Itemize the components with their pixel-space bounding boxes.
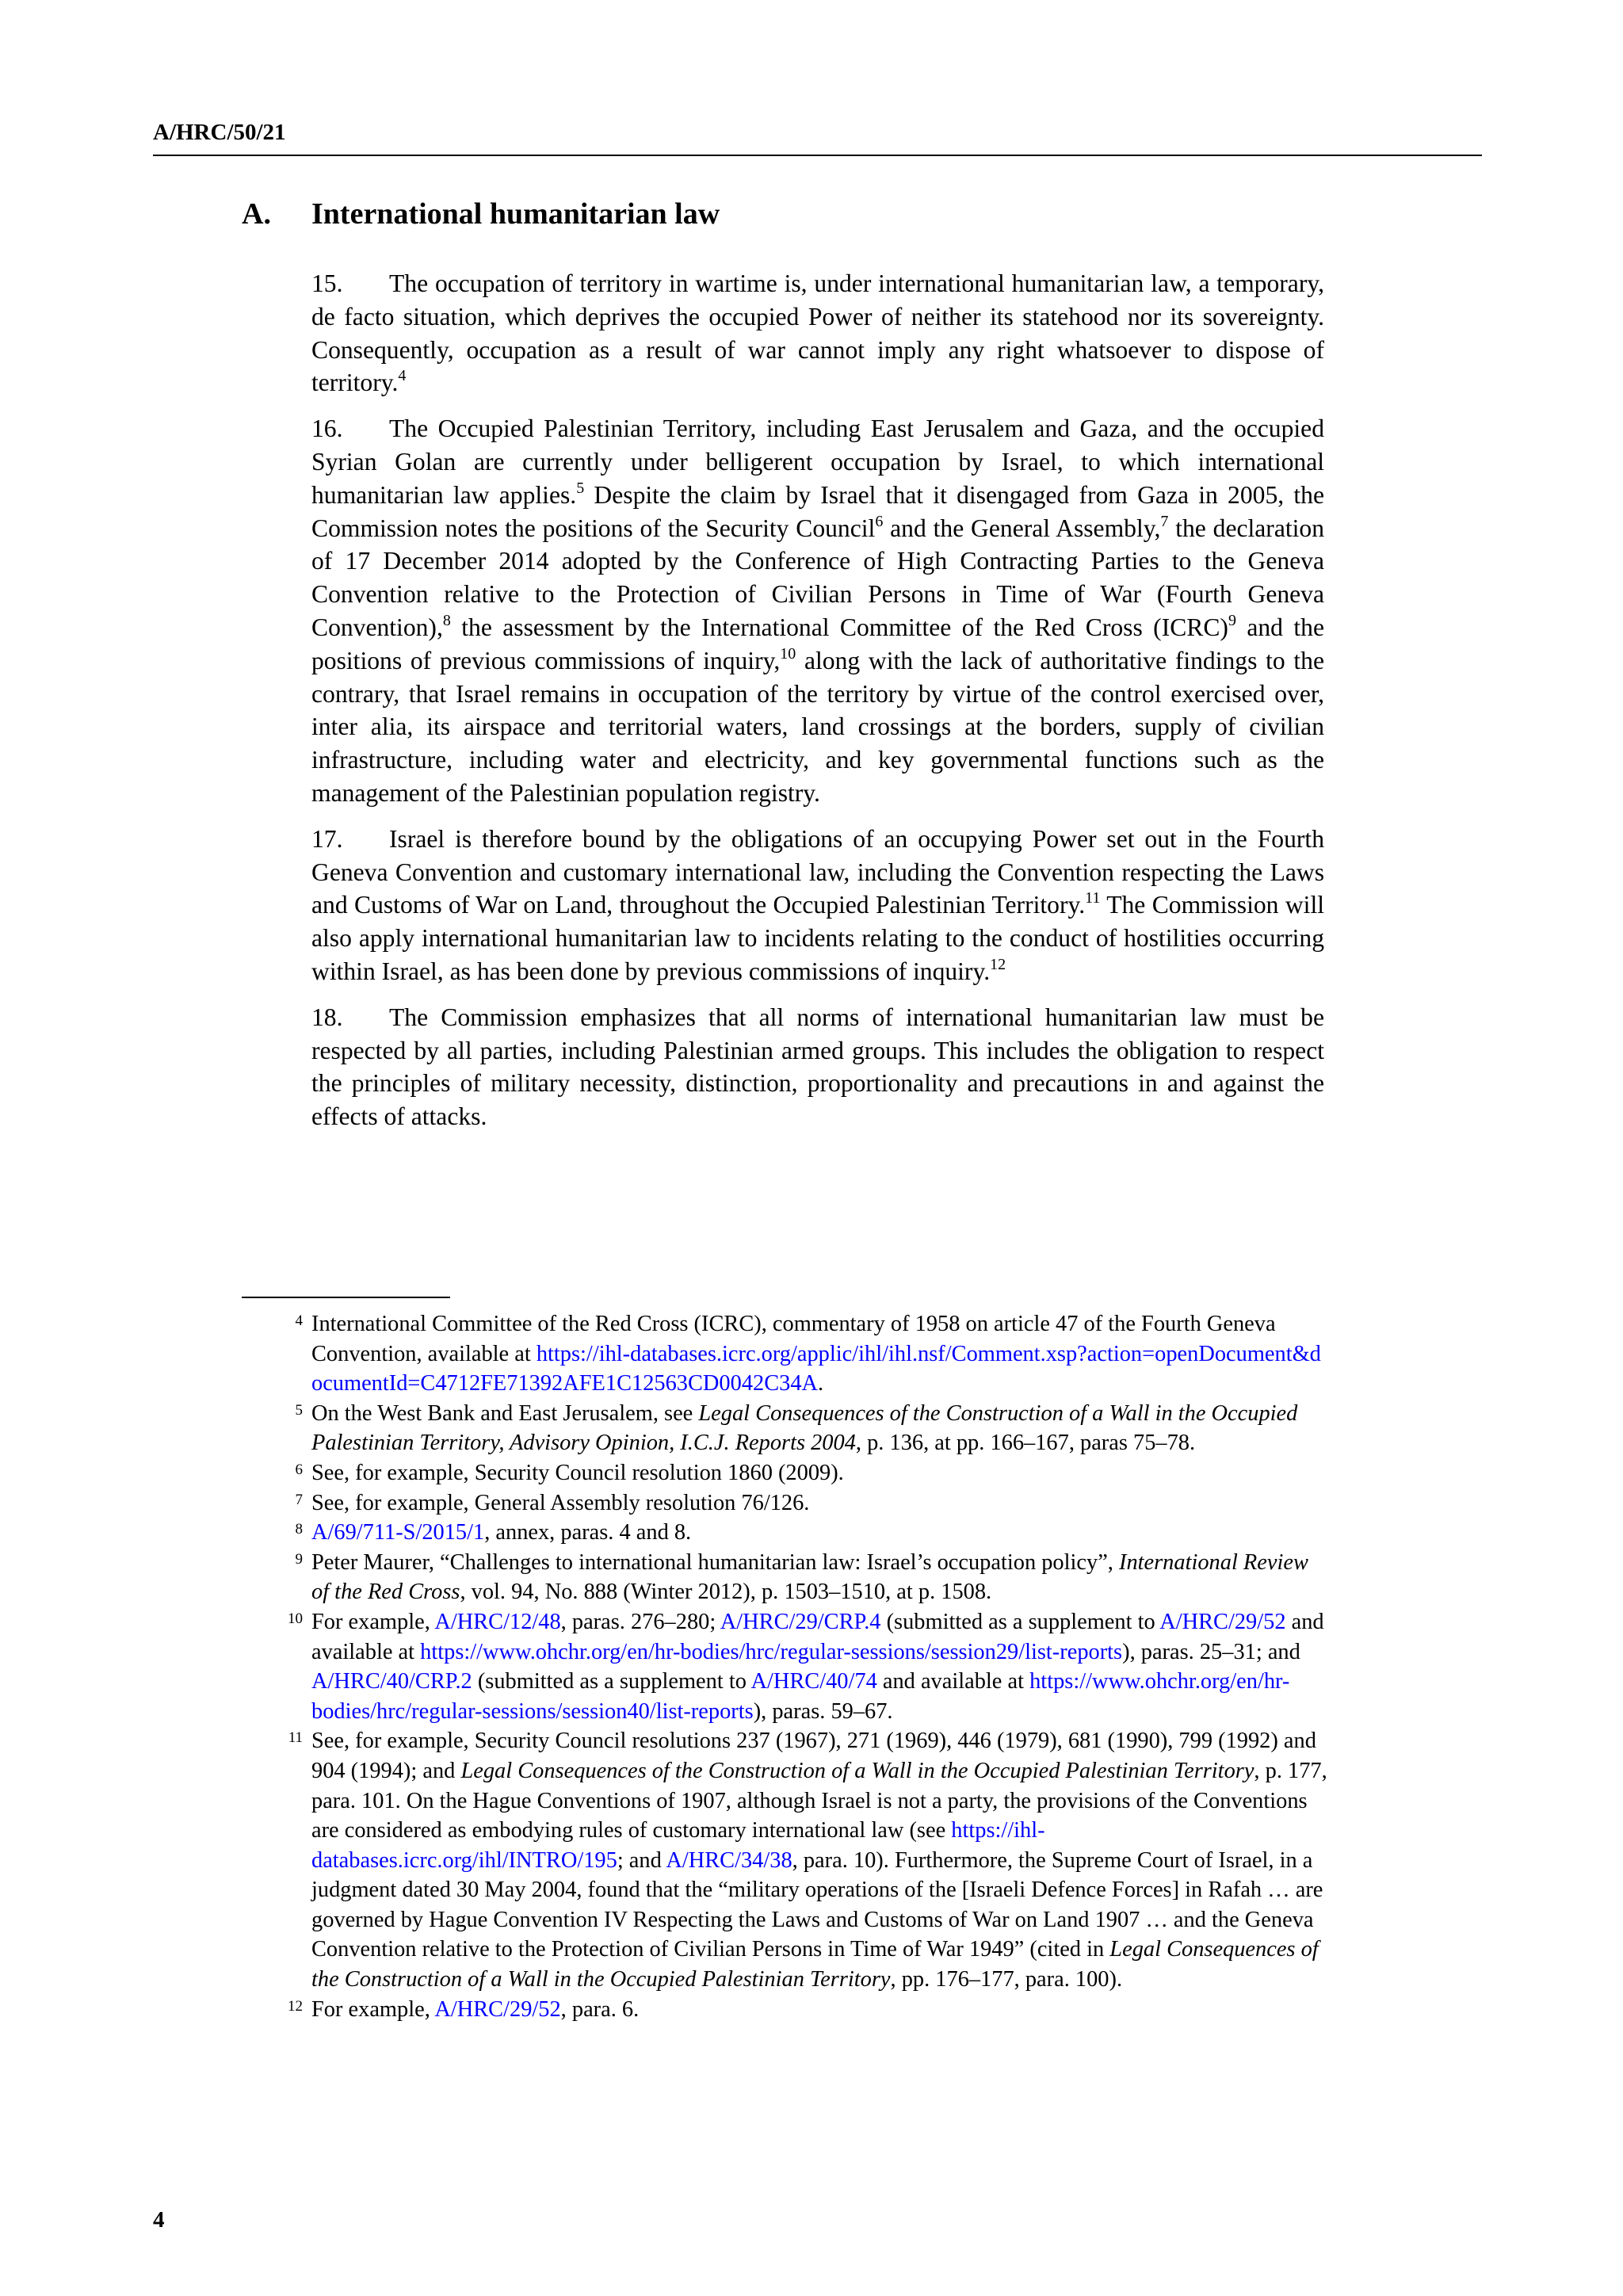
paragraph-text: The Commission emphasizes that all norms of international humanitarian law must be respected by all parties, including Palestinian armed groups. This includes the obligation to respect the principles of military necessity, distinction, proportionality and precautions in and against the effects of attacks.	[311, 1003, 1324, 1131]
footnote-text: , vol. 94, No. 888 (Winter 2012), p. 1503–1510, at p. 1508.	[460, 1580, 992, 1605]
paragraph-16	[311, 412, 1324, 810]
paragraph-number: 17.	[311, 824, 343, 853]
footnote-citation: Legal Consequences of the Construction of a Wall in the Occupied Palestinian Territory	[311, 1937, 1319, 1992]
footnote-text: See, for example, Security Council resolution 1860 (2009).	[311, 1460, 844, 1485]
footnote-ref[interactable]: 6	[875, 512, 884, 530]
footnote-link[interactable]: A/HRC/29/52	[434, 1996, 561, 2022]
footnote-11	[284, 1726, 1330, 1994]
footnote-10	[284, 1607, 1330, 1726]
footnote-text: Peter Maurer, “Challenges to international humanitarian law: Israel’s occupation policy”,	[311, 1549, 1119, 1575]
footnote-citation: Legal Consequences of the Construction of a Wall in the Occupied Palestinian Territory	[460, 1758, 1254, 1783]
section-title: International humanitarian law	[311, 197, 720, 231]
footnote-text: , p. 177, para. 101. On the Hague Conventions of 1907, although Israel is not a party, the provisions of the Conventions are considered as embodying rules of customary international law (see	[311, 1758, 1327, 1843]
footnote-divider	[242, 1297, 450, 1298]
footnote-6	[284, 1458, 1330, 1488]
footnote-citation: Legal Consequences of the Construction of a Wall in the Occupied Palestinian Territory, Advisory Opinion, I.C.J. Reports 2004	[311, 1400, 1298, 1456]
footnote-number: 6	[295, 1461, 303, 1478]
footnote-9	[284, 1548, 1330, 1607]
section-letter: A.	[242, 197, 271, 231]
document-symbol: A/HRC/50/21	[153, 120, 286, 145]
footnote-number: 4	[295, 1312, 303, 1329]
paragraph-15	[311, 267, 1324, 399]
footnote-ref[interactable]: 12	[990, 955, 1006, 973]
footnote-link[interactable]: A/HRC/40/74	[750, 1669, 877, 1694]
footnote-text: ), paras. 59–67.	[753, 1698, 893, 1724]
footnote-link[interactable]: A/HRC/40/CRP.2	[311, 1669, 472, 1694]
footnote-text: , para. 10). Furthermore, the Supreme Court of Israel, in a judgment dated 30 May 2004, found that the “military operations of the [Israeli Defence Forces] in Rafah … are governed by Hague Convention IV Respecting the Laws and Customs of War on Land 1907 … and the Geneva Convention relative to the Protection of Civilian Persons in Time of War 1949” (cited in	[311, 1847, 1323, 1962]
paragraph-text: The Commission will also apply international humanitarian law to incidents relating to the conduct of hostilities occurring within Israel, as has been done by previous commissions of inquiry.	[311, 891, 1325, 985]
footnote-link[interactable]: https://ihl-databases.icrc.org/applic/ihl/ihl.nsf/Comment.xsp?action=openDocument&documentId=C4712FE71392AFE1C12563CD0042C34A	[311, 1341, 1321, 1396]
footnote-citation: International Review of the Red Cross	[311, 1549, 1308, 1605]
footnote-number: 8	[295, 1521, 303, 1538]
footnote-12	[284, 1995, 1330, 2025]
footnote-link[interactable]: A/HRC/34/38	[666, 1847, 792, 1873]
section-heading	[242, 197, 720, 231]
footnote-text: On the West Bank and East Jerusalem, see	[311, 1400, 699, 1426]
paragraph-text: the assessment by the International Committee of the Red Cross (ICRC)	[450, 613, 1228, 641]
body-text	[311, 267, 1324, 1146]
footnote-ref[interactable]: 10	[780, 644, 796, 663]
paragraph-number: 18.	[311, 1003, 343, 1031]
footnote-5	[284, 1399, 1330, 1458]
footnote-link[interactable]: https://www.ohchr.org/en/hr-bodies/hrc/regular-sessions/session40/list-reports	[311, 1669, 1290, 1724]
footnote-text: International Committee of the Red Cross (ICRC), commentary of 1958 on article 47 of the Fourth Geneva Convention, available at	[311, 1312, 1276, 1366]
footnote-text: , pp. 176–177, para. 100).	[890, 1967, 1123, 1992]
footnote-number: 9	[295, 1550, 303, 1568]
paragraph-text: along with the lack of authoritative findings to the contrary, that Israel remains in occupation of the territory by virtue of the control exercised over, inter alia, its airspace and territorial waters, land crossings at the borders, supply of civilian infrastructure, including water and electricity, and key governmental functions such as the management of the Palestinian population registry.	[311, 646, 1324, 807]
footnote-text: , p. 136, at pp. 166–167, paras 75–78.	[855, 1431, 1196, 1456]
header-divider	[153, 155, 1482, 156]
footnote-ref[interactable]: 11	[1085, 889, 1101, 907]
footnote-link[interactable]: https://www.ohchr.org/en/hr-bodies/hrc/regular-sessions/session29/list-reports	[420, 1639, 1123, 1664]
footnote-ref[interactable]: 9	[1228, 611, 1236, 629]
footnote-link[interactable]: A/69/711-S/2015/1	[311, 1520, 485, 1545]
footnote-ref[interactable]: 8	[442, 611, 451, 629]
paragraph-number: 16.	[311, 415, 343, 443]
footnote-text: ), paras. 25–31; and	[1122, 1639, 1300, 1664]
paragraph-number: 15.	[311, 269, 343, 297]
footnote-text: See, for example, Security Council resolutions 237 (1967), 271 (1969), 446 (1979), 681 (1990), 799 (1992) and 904 (1994); and	[311, 1729, 1316, 1783]
footnote-text: ; and	[617, 1847, 666, 1873]
footnote-number: 7	[295, 1491, 303, 1508]
footnote-number: 11	[288, 1729, 303, 1747]
footnote-text: See, for example, General Assembly resolution 76/126.	[311, 1490, 810, 1515]
paragraph-text: Israel is therefore bound by the obligations of an occupying Power set out in the Fourth Geneva Convention and customary international law, including the Convention respecting the Laws and Customs of War on Land, throughout the Occupied Palestinian Territory.	[311, 824, 1324, 919]
paragraph-17	[311, 823, 1324, 988]
footnote-7	[284, 1488, 1330, 1519]
paragraph-18	[311, 1001, 1324, 1133]
footnote-number: 5	[295, 1401, 303, 1419]
paragraph-text: The occupation of territory in wartime is, under international humanitarian law, a temporary, de facto situation, which deprives the occupied Power of neither its statehood nor its sovereignty. Consequently, occupation as a result of war cannot imply any right whatsoever to dispose of territory.	[311, 269, 1324, 397]
paragraph-text: and the General Assembly,	[883, 514, 1161, 542]
footnote-text: (submitted as a supplement to	[880, 1609, 1160, 1634]
page-number: 4	[153, 2207, 165, 2233]
footnote-number: 12	[288, 1997, 303, 2015]
footnote-ref[interactable]: 7	[1160, 512, 1169, 530]
footnote-text: For example,	[311, 1609, 435, 1634]
footnote-text: For example,	[311, 1996, 435, 2022]
footnote-ref[interactable]: 4	[398, 367, 407, 385]
footnote-link[interactable]: A/HRC/29/52	[1159, 1609, 1286, 1634]
footnote-text: .	[818, 1371, 824, 1396]
footnote-text: (submitted as a supplement to	[472, 1669, 751, 1694]
footnotes	[284, 1309, 1330, 2024]
footnote-link[interactable]: https://ihl-databases.icrc.org/ihl/INTRO/195	[311, 1818, 1045, 1873]
paragraph-text: The Occupied Palestinian Territory, including East Jerusalem and Gaza, and the occupied Syrian Golan are currently under belligerent occupation by Israel, to which international humanitarian law applies.	[311, 415, 1324, 509]
footnote-number: 10	[288, 1610, 303, 1627]
footnote-text: and available at	[311, 1609, 1324, 1664]
footnote-ref[interactable]: 5	[576, 479, 585, 497]
paragraph-text: the declaration of 17 December 2014 adopted by the Conference of High Contracting Parties to the Geneva Convention relative to the Protection of Civilian Persons in Time of War (Fourth Geneva Convention),	[311, 514, 1324, 641]
footnote-text: , para. 6.	[560, 1996, 640, 2022]
footnote-link[interactable]: A/HRC/12/48	[434, 1609, 561, 1634]
footnote-4	[284, 1309, 1330, 1399]
paragraph-text: and the positions of previous commissions of inquiry,	[311, 613, 1324, 674]
footnote-text: and available at	[876, 1669, 1030, 1694]
footnote-text: , annex, paras. 4 and 8.	[484, 1520, 692, 1545]
paragraph-text: Despite the claim by Israel that it disengaged from Gaza in 2005, the Commission notes the positions of the Security Council	[311, 480, 1324, 542]
footnote-link[interactable]: A/HRC/29/CRP.4	[720, 1609, 881, 1634]
footnote-text: , paras. 276–280;	[560, 1609, 720, 1634]
footnote-8	[284, 1518, 1330, 1548]
